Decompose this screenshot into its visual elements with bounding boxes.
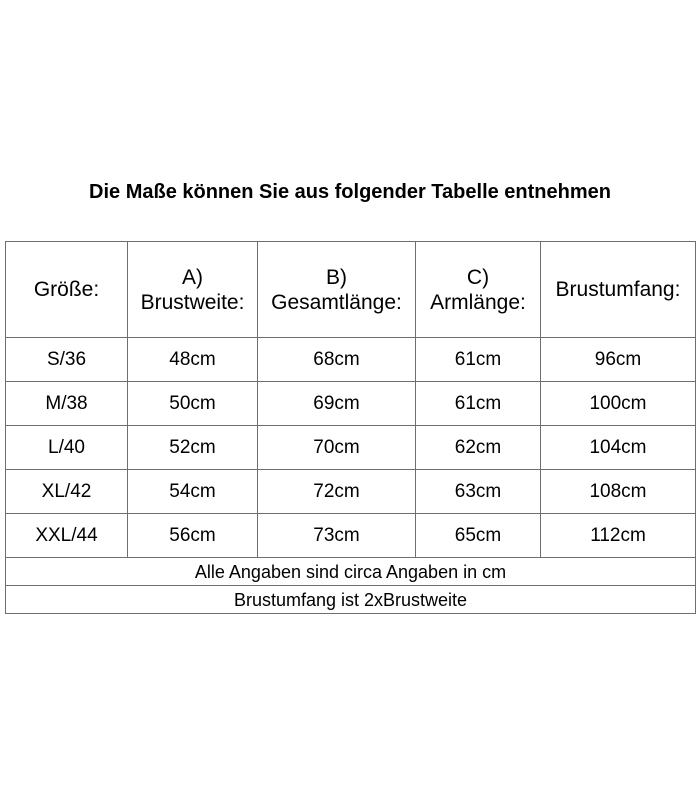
total-length-cell: 72cm bbox=[258, 470, 416, 514]
table-row bbox=[6, 382, 696, 426]
header-total-length-letter: B) bbox=[326, 265, 347, 289]
header-total-length-label: Gesamtlänge: bbox=[271, 290, 402, 314]
header-arm-length bbox=[416, 242, 541, 338]
chest-width-cell: 56cm bbox=[128, 514, 258, 558]
header-arm-length-letter: C) bbox=[466, 265, 490, 289]
header-total-length bbox=[258, 242, 416, 338]
footer-note-approx: Alle Angaben sind circa Angaben in cm bbox=[6, 558, 696, 586]
size-cell: S/36 bbox=[6, 338, 128, 382]
header-size bbox=[6, 242, 128, 338]
table-header-row bbox=[6, 242, 696, 338]
size-table bbox=[5, 241, 696, 614]
chest-width-cell: 50cm bbox=[128, 382, 258, 426]
table-row bbox=[6, 514, 696, 558]
page-title: Die Maße können Sie aus folgender Tabelle entnehmen bbox=[89, 181, 611, 203]
size-cell: M/38 bbox=[6, 382, 128, 426]
arm-length-cell: 61cm bbox=[416, 382, 541, 426]
header-chest-circumference-label: Brustumfang: bbox=[555, 278, 681, 301]
arm-length-cell: 63cm bbox=[416, 470, 541, 514]
total-length-cell: 68cm bbox=[258, 338, 416, 382]
table-row bbox=[6, 338, 696, 382]
size-cell: XL/42 bbox=[6, 470, 128, 514]
footer-row bbox=[6, 586, 696, 614]
chest-circumference-cell: 108cm bbox=[541, 470, 696, 514]
total-length-cell: 69cm bbox=[258, 382, 416, 426]
header-chest-width-label: Brustweite: bbox=[140, 290, 245, 314]
header-size-label: Größe: bbox=[33, 278, 100, 301]
header-chest-width bbox=[128, 242, 258, 338]
footer-note-chest: Brustumfang ist 2xBrustweite bbox=[6, 586, 696, 614]
arm-length-cell: 61cm bbox=[416, 338, 541, 382]
size-cell: L/40 bbox=[6, 426, 128, 470]
chest-circumference-cell: 104cm bbox=[541, 426, 696, 470]
table-row bbox=[6, 470, 696, 514]
total-length-cell: 70cm bbox=[258, 426, 416, 470]
table-row bbox=[6, 426, 696, 470]
header-chest-width-letter: A) bbox=[182, 265, 203, 289]
chest-circumference-cell: 100cm bbox=[541, 382, 696, 426]
header-chest-circumference bbox=[541, 242, 696, 338]
header-arm-length-label: Armlänge: bbox=[430, 290, 526, 314]
chest-circumference-cell: 96cm bbox=[541, 338, 696, 382]
footer-row bbox=[6, 558, 696, 586]
arm-length-cell: 62cm bbox=[416, 426, 541, 470]
size-cell: XXL/44 bbox=[6, 514, 128, 558]
chest-width-cell: 52cm bbox=[128, 426, 258, 470]
chest-circumference-cell: 112cm bbox=[541, 514, 696, 558]
chest-width-cell: 48cm bbox=[128, 338, 258, 382]
arm-length-cell: 65cm bbox=[416, 514, 541, 558]
total-length-cell: 73cm bbox=[258, 514, 416, 558]
chest-width-cell: 54cm bbox=[128, 470, 258, 514]
